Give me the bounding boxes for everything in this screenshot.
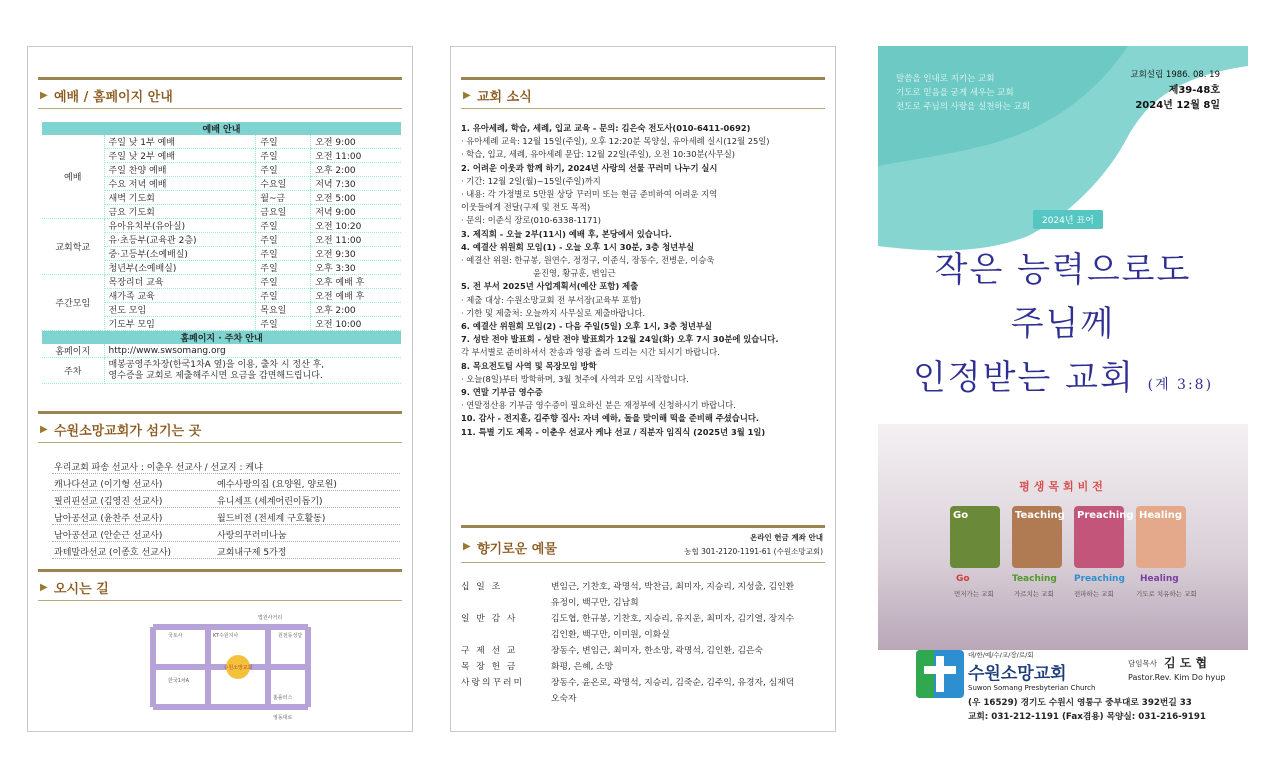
left-panel (27, 46, 413, 732)
park-text: 영수증을 교회로 제출해주시면 요금을 감면해드립니다. (108, 370, 323, 381)
table-cell: 목장리더 교육 (104, 275, 256, 289)
table-cell: 전도 모임 (104, 303, 256, 317)
offering-names: 유정이, 백구만, 김남희 (551, 598, 639, 608)
list-item (461, 627, 829, 643)
table-cell: 주일 낮 2부 예배 (104, 149, 256, 163)
table-cell: 주일 (256, 233, 311, 247)
table-cell: 유·초등부(교육관 2층) (104, 233, 256, 247)
table-cell: 홈페이지 (42, 344, 104, 358)
offering-names: 김인환, 백구만, 이미원, 이화실 (551, 630, 670, 640)
table-cell: 유아유치부(유아실) (104, 219, 256, 233)
online-title: 온라인 헌금 계좌 안내 (749, 533, 823, 542)
section-title: 예배 / 홈페이지 안내 (54, 90, 173, 105)
address: (우 16529) 경기도 수원시 영통구 중부대로 392번길 33 (968, 698, 1192, 708)
news-line: · 연말정산용 기부금 영수증이 필요하신 분은 재정부에 신청하시기 바랍니다. (461, 400, 736, 411)
section-title: 향기로운 예물 (477, 542, 557, 557)
triangle-icon: ▶ (463, 90, 471, 101)
news-line: 6. 예결산 위원회 모임(2) - 다음 주일(5일) 오후 1시, 3층 청년부실 (461, 321, 712, 332)
church-name-block (968, 650, 1095, 692)
table-cell: 저녁 9:00 (311, 205, 401, 219)
table-cell: 금요 기도회 (104, 205, 256, 219)
mission-left: 남아공선교 (안순근 선교사) (54, 531, 163, 541)
table-cell: 주일 (256, 149, 311, 163)
offering-names: 화평, 은혜, 소망 (551, 662, 614, 672)
table-cell: 오전 9:30 (311, 247, 401, 261)
table-cell: 오전 11:00 (311, 233, 401, 247)
table-cell: http://www.swsomang.org (104, 344, 401, 358)
news-line: 4. 예결산 위원회 모임(1) - 오늘 오후 1시 30분, 3층 청년부실 (461, 241, 695, 252)
list-item (52, 542, 400, 559)
map-label: 한국1차A (168, 678, 190, 684)
news-line: 각 부서별로 준비하셔서 찬송과 영광 올려 드리는 시간 되시기 바랍니다. (461, 347, 720, 358)
news-line: 7. 성탄 전야 발표회 - 성탄 전야 발표회가 12월 24일(화) 오후 7시 30분에 있습니다. (461, 334, 779, 345)
vision-card-label: Go (953, 510, 969, 521)
table-cell: 주일 낮 1부 예배 (104, 135, 256, 149)
mission-right: 사랑의꾸러미나눔 (217, 531, 287, 541)
triangle-icon: ▶ (40, 90, 48, 101)
table-cell: 주일 (256, 163, 311, 177)
table-cell: 오후 2:00 (311, 163, 401, 177)
news-line: · 문의: 이준식 장로(010-6338-1171) (461, 215, 601, 226)
news-line: 5. 전 부서 2025년 사업계획서(예산 포함) 제출 (461, 281, 639, 292)
news-section-header (461, 77, 825, 109)
vision-image (878, 424, 1248, 650)
table-cell: 주차 (42, 358, 104, 384)
table-row (42, 275, 401, 289)
vision-label-teaching: Teaching (1012, 574, 1057, 584)
table-cell: 주일 (256, 275, 311, 289)
table-cell: 중·고등부(소예배실) (104, 247, 256, 261)
motto-line: 기도로 믿음을 굳게 세우는 교회 (896, 88, 1014, 98)
offering-names: 오숙자 (551, 694, 577, 704)
vision-sub: 기도로 치유하는 교회 (1136, 590, 1197, 598)
table-cell: 오전 10:00 (311, 317, 401, 331)
location-map (108, 607, 348, 725)
table-cell: 교회학교 (42, 219, 104, 275)
middle-panel (450, 46, 836, 732)
motto-line: 전도로 주님의 사랑을 실천하는 교회 (896, 102, 1030, 112)
mission-right: 교회내구제 5가정 (217, 548, 287, 558)
table-cell: 새가족 교육 (104, 289, 256, 303)
offering-names: 김도협, 한규봉, 기찬호, 지승리, 유지운, 최미자, 김기열, 장지수 (551, 614, 795, 624)
church-motto (896, 72, 1030, 114)
table-cell: 오전 5:00 (311, 191, 401, 205)
table-cell: 오후 2:00 (311, 303, 401, 317)
founded-date: 교회설립 1986. 08. 19 (1130, 70, 1220, 80)
table-row (42, 135, 401, 149)
list-item (52, 491, 400, 508)
list-item (52, 457, 400, 474)
triangle-icon: ▶ (40, 582, 48, 593)
offering-names: 변임근, 기찬호, 곽명석, 박찬금, 최미자, 지승리, 지성출, 김인환 (551, 582, 795, 592)
table-cell: 수요일 (256, 177, 311, 191)
table-cell: 오전 예배 후 (311, 289, 401, 303)
motto-title-line3 (878, 350, 1248, 399)
mission-left: 필리핀선교 (김영진 선교사) (54, 497, 163, 507)
table-row (42, 344, 401, 358)
section-title: 오시는 길 (54, 582, 109, 597)
news-line: · 예결산 위원: 한규봉, 원연수, 정정구, 이준식, 장동수, 전병운, 이승욱 (461, 255, 715, 266)
list-item (52, 508, 400, 525)
map-church-label: 수원소망교회 (223, 665, 253, 671)
vision-card-label: Preaching (1077, 510, 1134, 521)
mission-right: 유니세프 (세계어린이돕기) (217, 497, 323, 507)
offering-label: 목 장 헌 금 (461, 662, 518, 672)
table-cell: 새벽 기도회 (104, 191, 256, 205)
motto-line: 말씀을 인내로 지키는 교회 (896, 74, 995, 84)
news-line: · 내용: 각 가정별로 5만원 상당 꾸러미 또는 현금 준비하여 어려운 지역 (461, 189, 718, 200)
offering-section-header (461, 525, 825, 563)
directions-section-header (38, 569, 402, 601)
table-cell: 수요 저녁 예배 (104, 177, 256, 191)
list-item (52, 474, 400, 491)
news-line: · 기간: 12월 2일(월)~15일(주일)까지 (461, 175, 601, 186)
news-line: 윤진영, 황규훈, 변임근 (533, 268, 616, 279)
church-logo-icon (916, 650, 964, 698)
list-item (52, 525, 400, 542)
table-cell: 주일 (256, 261, 311, 275)
offering-names: 장동수, 윤온로, 곽명석, 지승리, 김죽순, 김주익, 유경자, 심재덕 (551, 678, 795, 688)
vision-card-label: Teaching (1015, 510, 1065, 521)
map-label: KT수원지사 (213, 633, 239, 639)
issue-number: 제39-48호 (1168, 85, 1220, 96)
mission-left: 남아공선교 (윤찬주 선교사) (54, 514, 163, 524)
issue-info (1130, 68, 1220, 113)
table-cell: 월~금 (256, 191, 311, 205)
list-item (461, 643, 829, 659)
news-line: · 제출 대상: 수원소망교회 전 부서장(교육부 포함) (461, 294, 642, 305)
pastor-name: 김 도 협 (1164, 656, 1208, 670)
pastor-name-en: Pastor.Rev. Kim Do hyup (1128, 673, 1226, 682)
vision-label-preaching: Preaching (1074, 574, 1125, 584)
offering-label: 사랑의꾸러미 (461, 678, 524, 688)
list-item (461, 659, 829, 675)
news-line: 11. 특별 기도 제목 - 이춘우 선교사 케냐 선교 / 직분자 임직식 (2025년 3월 1일) (461, 426, 766, 437)
vision-card-teaching (1012, 506, 1065, 568)
news-line: 2. 어려운 이웃과 함께 하기, 2024년 사랑의 선물 꾸러미 나누기 실시 (461, 162, 718, 173)
news-line: · 유아세례 교육: 12월 15일(주일), 오후 12:20분 목양실, 유아세례 실시(12월 25일) (461, 136, 770, 147)
worship-table (42, 122, 401, 384)
table-cell: 청년부(소예배실) (104, 261, 256, 275)
vision-label-healing: Healing (1140, 574, 1179, 584)
table-row (42, 331, 401, 345)
vision-card-preaching (1074, 506, 1134, 568)
news-line: 이웃들에게 전달(구제 및 전도 목적) (461, 202, 591, 213)
motto-title-text: 인정받는 교회 (912, 358, 1135, 398)
online-account: 농협 301-2120-1191-61 (수원소망교회) (684, 547, 823, 556)
map-label: 법원사거리 (258, 615, 283, 621)
map-label: 국토사 (168, 633, 183, 639)
mission-right: 예수사랑의집 (요양원, 양로원) (217, 480, 337, 490)
church-name: 수원소망교회 (968, 664, 1067, 684)
mission-section-header (38, 411, 402, 443)
park-text: 매봉공영주차장(한국1차A 옆)을 이용, 출차 시 정산 후, (108, 359, 325, 370)
section-title: 교회 소식 (477, 90, 532, 105)
motto-badge: 2024년 표어 (1033, 210, 1103, 229)
map-label: 홈플러스 (273, 695, 293, 701)
list-item (461, 595, 829, 611)
table-cell: 주일 (256, 219, 311, 233)
table-cell (104, 358, 401, 384)
bulletin-date: 2024년 12월 8일 (1135, 100, 1220, 111)
mission-right: 월드비전 (전세계 구호활동) (217, 514, 326, 524)
map-label: 영동대로 (273, 715, 293, 721)
vision-sub: 가르치는 교회 (1014, 590, 1054, 598)
offering-label: 구 제 선 교 (461, 646, 518, 656)
triangle-icon: ▶ (463, 541, 471, 552)
motto-title-ref: (계 3:8) (1147, 377, 1214, 393)
list-item (461, 579, 829, 595)
worship-section-header (38, 77, 402, 109)
news-line: 10. 감사 - 전지훈, 김주향 집사: 자녀 예하, 돌을 맞이해 떡을 준비해 주셨습니다. (461, 413, 760, 424)
vision-title: 평생목회비전 (1019, 480, 1107, 493)
vision-sub: 전파하는 교회 (1074, 590, 1114, 598)
news-line: · 오늘(8일)부터 방학하며, 3월 첫주에 사역과 모임 시작합니다. (461, 373, 689, 384)
news-line: · 기한 및 제출처: 오늘까지 사무실로 제출바랍니다. (461, 307, 646, 318)
mission-list (52, 457, 400, 559)
table-cell: 예배 안내 (42, 122, 401, 135)
table-cell: 주일 (256, 317, 311, 331)
table-cell: 저녁 7:30 (311, 177, 401, 191)
vision-sub: 먼저가는 교회 (954, 590, 994, 598)
church-name-en: Suwon Somang Presbyterian Church (968, 684, 1096, 692)
table-cell: 목요일 (256, 303, 311, 317)
table-row (42, 358, 401, 384)
triangle-icon: ▶ (40, 424, 48, 435)
table-cell: 오전 10:20 (311, 219, 401, 233)
table-cell: 오전 9:00 (311, 135, 401, 149)
offering-label: 십 일 조 (461, 582, 503, 592)
news-list (461, 122, 829, 439)
news-line: 1. 유아세례, 학습, 세례, 입교 교육 - 문의: 김은숙 전도사(010-6411-0692) (461, 123, 751, 133)
mission-left: 과테말라선교 (이종호 선교사) (54, 548, 172, 558)
pastor-label: 담임목사 (1128, 659, 1157, 668)
motto-title-line2: 주님께 (1010, 304, 1116, 344)
table-cell: 주일 (256, 135, 311, 149)
map-label: 원천동성당 (278, 633, 303, 639)
mission-left: 캐나다선교 (이기형 선교사) (54, 480, 163, 490)
offering-names: 장동수, 변임근, 최미자, 한소망, 곽명석, 김인환, 김은숙 (551, 646, 764, 656)
denomination: 대/한/예/수/교/장/로/회 (968, 651, 1034, 659)
table-cell: 홈페이지 · 주차 안내 (42, 331, 401, 345)
vision-card-label: Healing (1139, 510, 1183, 521)
phone: 교회: 031-212-1191 (Fax겸용) 목양실: 031-216-9191 (968, 712, 1206, 722)
list-item (461, 691, 829, 707)
table-cell: 주일 (256, 289, 311, 303)
table-row (42, 219, 401, 233)
table-cell: 오후 3:30 (311, 261, 401, 275)
table-cell: 주일 (256, 247, 311, 261)
table-cell: 예배 (42, 135, 104, 219)
news-line: 3. 제직회 - 오늘 2부(11시) 예배 후, 본당에서 있습니다. (461, 228, 672, 239)
list-item (461, 675, 829, 691)
motto-title-line1: 작은 능력으로도 (934, 250, 1192, 290)
section-title: 수원소망교회가 섬기는 곳 (54, 424, 202, 439)
table-cell: 기도부 모임 (104, 317, 256, 331)
table-cell: 오전 11:00 (311, 149, 401, 163)
table-cell: 주일 찬양 예배 (104, 163, 256, 177)
list-item (461, 611, 829, 627)
table-cell: 금요일 (256, 205, 311, 219)
vision-label-go: Go (956, 574, 970, 584)
table-cell: 주간모임 (42, 275, 104, 331)
address-block (968, 696, 1206, 724)
vision-card-healing (1136, 506, 1186, 568)
cover-panel (878, 46, 1248, 733)
table-cell: 오후 예배 후 (311, 275, 401, 289)
offering-list (461, 579, 829, 707)
vision-card-go (950, 506, 1000, 568)
table-row (42, 122, 401, 135)
offering-label: 일 반 감 사 (461, 614, 518, 624)
news-line: 9. 연말 기부금 영수증 (461, 387, 543, 398)
mission-intro: 우리교회 파송 선교사 : 이춘우 선교사 / 선교지 : 케냐 (54, 463, 263, 473)
news-line: 8. 목요전도팀 사역 및 목장모임 방학 (461, 360, 597, 371)
news-line: · 학습, 입교, 세례, 유아세례 문답: 12월 22일(주일), 오전 10:30분(사무실) (461, 149, 736, 160)
